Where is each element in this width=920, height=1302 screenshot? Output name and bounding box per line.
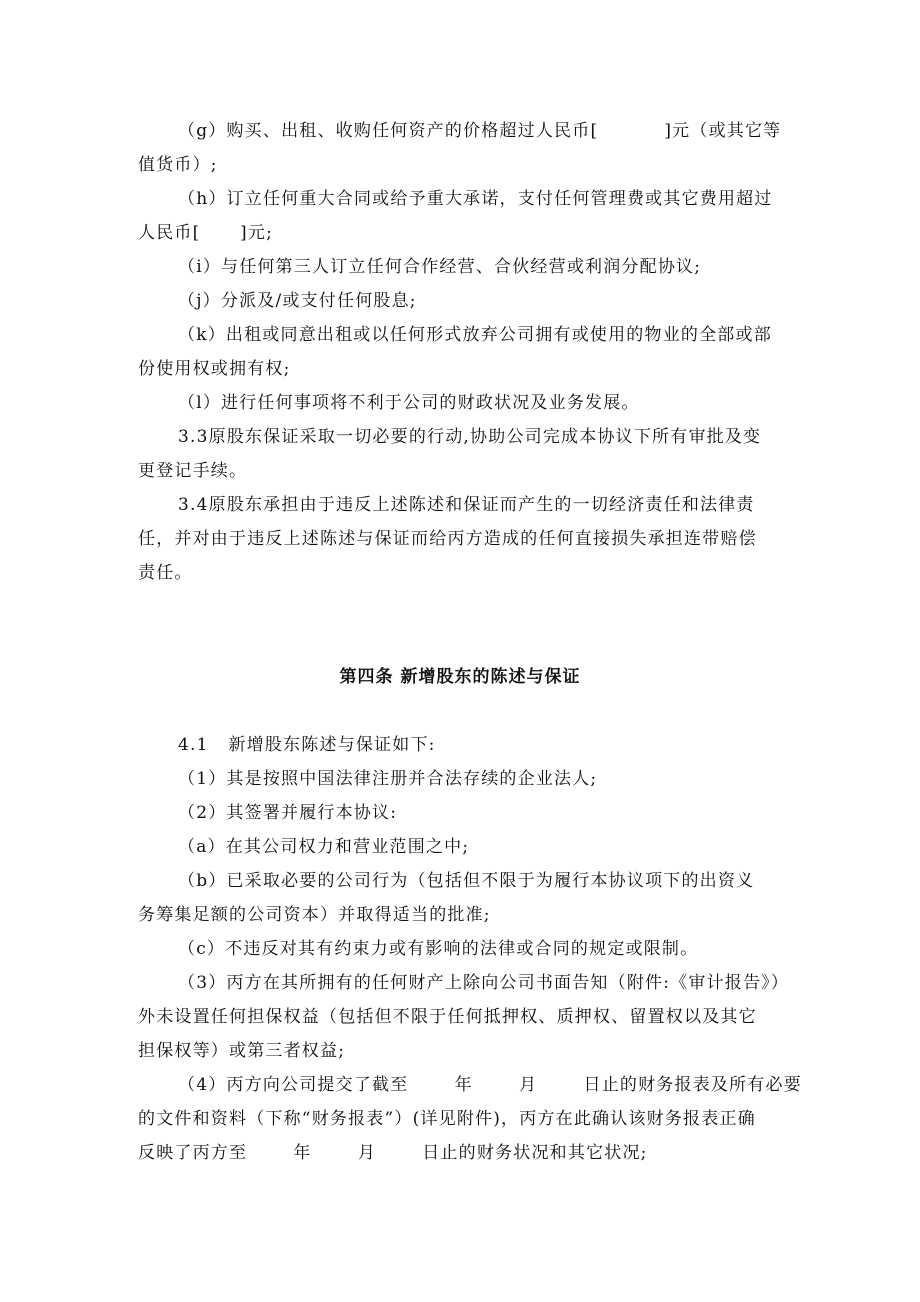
clause-4-1-2-c: （c）不违反对其有约束力或有影响的法律或合同的规定或限制。 <box>178 939 699 959</box>
section-4-heading: 第四条 新增股东的陈述与保证 <box>339 667 581 687</box>
clause-3-4-line-1: 3.4原股东承担由于违反上述陈述和保证而产生的一切经济责任和法律责 <box>178 495 755 515</box>
clause-g-line-2: 值货币）; <box>138 155 218 175</box>
clause-3-4-line-2: 任，并对由于违反上述陈述与保证而给丙方造成的任何直接损失承担连带赔偿 <box>138 529 757 549</box>
clause-4-1-2-b-line-2: 务筹集足额的公司资本）并取得适当的批准; <box>138 905 491 925</box>
clause-4-1-4-line-3: 反映了丙方至 年 月 日止的财务状况和其它状况; <box>138 1143 648 1163</box>
clause-g-line-1: （g）购买、出租、收购任何资产的价格超过人民币[ ]元（或其它等 <box>178 121 782 141</box>
clause-i: （i）与任何第三人订立任何合作经营、合伙经营或利润分配协议; <box>178 257 702 277</box>
clause-3-4-line-3: 责任。 <box>138 563 193 583</box>
clause-4-1-3-line-2: 外未设置任何担保权益（包括但不限于任何抵押权、质押权、留置权以及其它 <box>138 1007 757 1027</box>
clause-4-1: 4.1 新增股东陈述与保证如下: <box>178 735 436 755</box>
clause-h-line-1: （h）订立任何重大合同或给予重大承诺，支付任何管理费或其它费用超过 <box>178 189 773 209</box>
clause-4-1-1: （1）其是按照中国法律注册并合法存续的企业法人; <box>178 769 598 789</box>
clause-3-3-line-1: 3.3原股东保证采取一切必要的行动,协助公司完成本协议下所有审批及变 <box>178 427 762 447</box>
clause-4-1-3-line-1: （3）丙方在其所拥有的任何财产上除向公司书面告知（附件:《审计报告》） <box>178 973 790 993</box>
clause-k-line-2: 份使用权或拥有权; <box>138 359 291 379</box>
clause-4-1-2-b-line-1: （b）已采取必要的公司行为（包括但不限于为履行本协议项下的出资义 <box>178 871 755 891</box>
clause-k-line-1: （k）出租或同意出租或以任何形式放弃公司拥有或使用的物业的全部或部 <box>178 325 772 345</box>
clause-4-1-2: （2）其签署并履行本协议: <box>178 803 398 823</box>
clause-4-1-3-line-3: 担保权等）或第三者权益; <box>138 1041 346 1061</box>
clause-4-1-4-line-2: 的文件和资料（下称“财务报表”）(详见附件)，丙方在此确认该财务报表正确 <box>138 1109 756 1129</box>
clause-4-1-2-a: （a）在其公司权力和营业范围之中; <box>178 837 470 857</box>
clause-3-3-line-2: 更登记手续。 <box>138 461 248 481</box>
clause-l: （l）进行任何事项将不利于公司的财政状况及业务发展。 <box>178 393 640 413</box>
clause-4-1-4-line-1: （4）丙方向公司提交了截至 年 月 日止的财务报表及所有必要 <box>178 1075 802 1095</box>
clause-h-line-2: 人民币[ ]元; <box>138 223 274 243</box>
clause-j: （j）分派及/或支付任何股息; <box>178 291 417 311</box>
